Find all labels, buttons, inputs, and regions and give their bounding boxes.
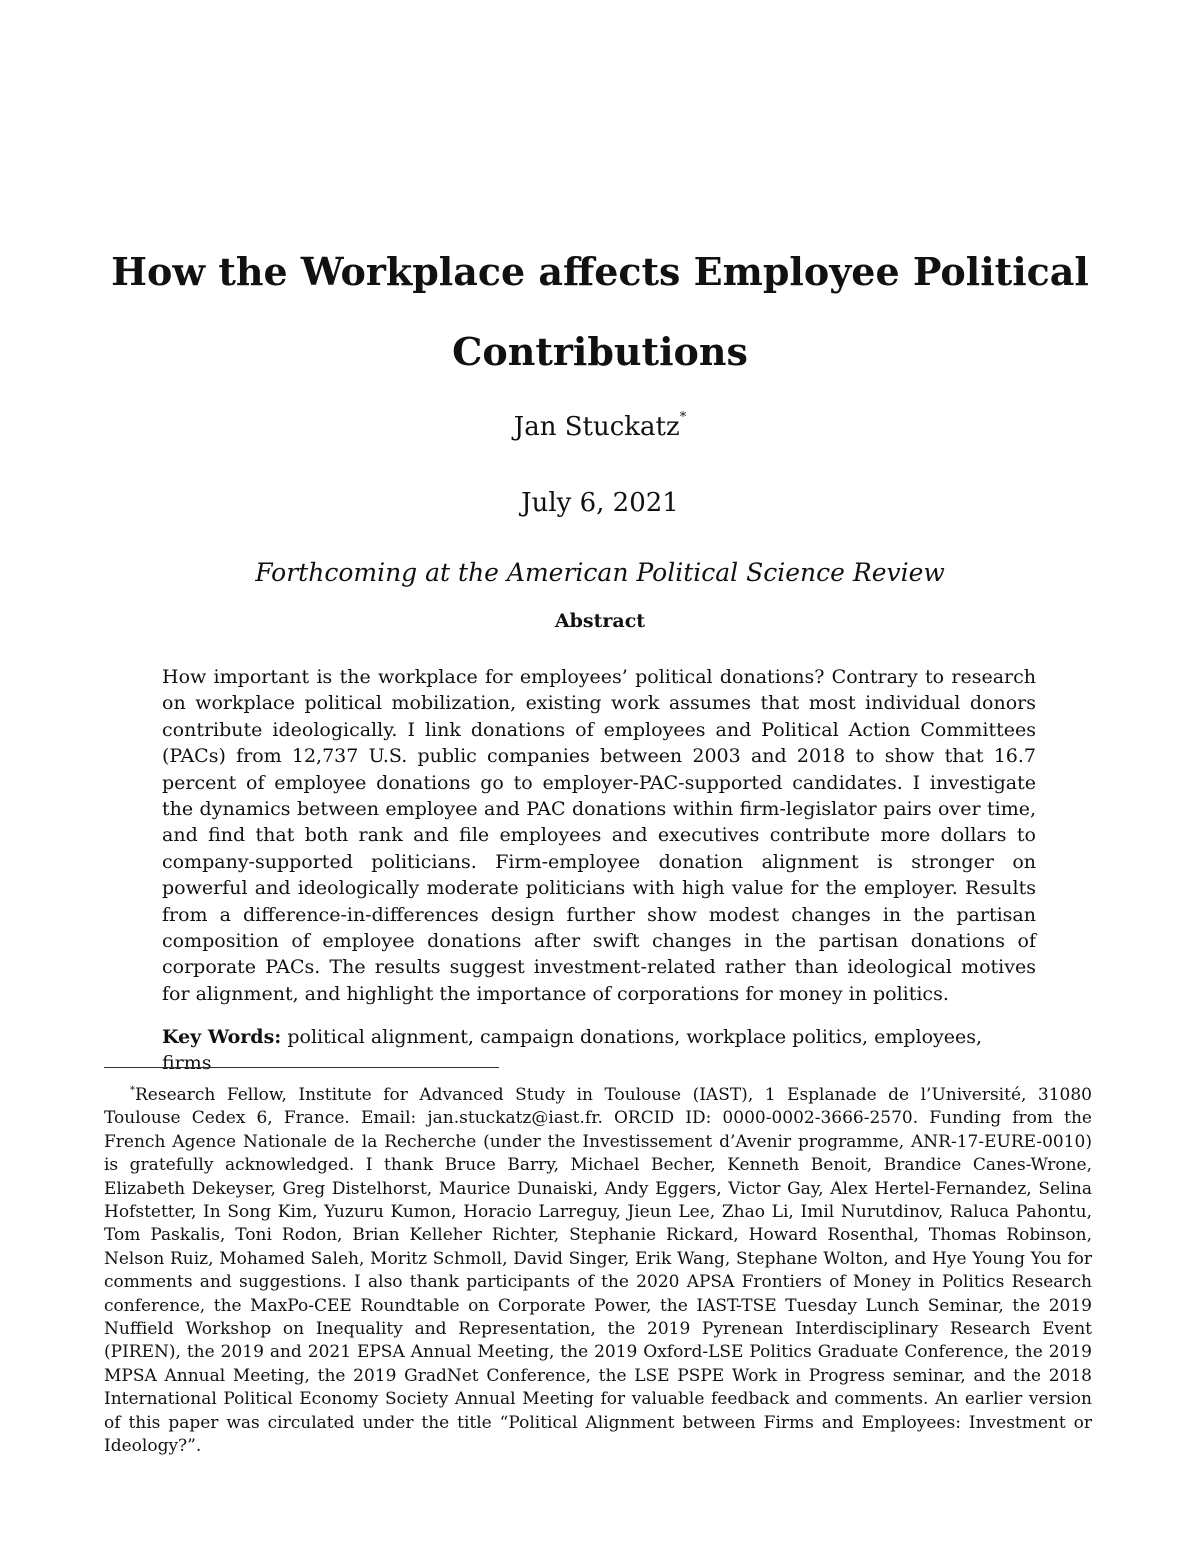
paper-date: July 6, 2021 [521,488,679,518]
abstract-text: How important is the workplace for employees’ political donations? Contrary to research on workplace political mobilization, existing work assumes that most individual donors contribute ideologically. I link donations of employees and Political Action Committees (PACs) from 12,737 U.S. public companies between 2003 and 2018 to show that 16.7 percent of employee donations go to employer-PAC-supported candidates. I investigate the dynamics between employee and PAC donations within firm-legislator pairs over time, and find that both rank and file employees and executives contribute more dollars to company-supported politicians. Firm-employee donation alignment is stronger on powerful and ideologically moderate politicians with high value for the employer. Results from a difference-in-differences design further show modest changes in the partisan composition of employee donations after swift changes in the partisan donations of corporate PACs. The results suggest investment-related rather than ideological motives for alignment, and highlight the importance of corporations for money in politics. [162,666,1036,1005]
author-name-text: Jan Stuckatz [513,412,680,442]
keywords-list: political alignment, campaign donations, workplace politics, employees, firms [162,1026,983,1074]
keywords-label: Key Words: [162,1026,282,1048]
footnote-divider [104,1067,499,1068]
footnote-text: Research Fellow, Institute for Advanced Study in Toulouse (IAST), 1 Esplanade de l’Université, 31080 Toulouse Cedex 6, France. Email: jan.stuckatz@iast.fr. ORCID ID: 0000-0002-3666-2570. Funding from the French Agence Nationale de la Recherche (under the Investissement d’Avenir programme, ANR-17-EURE-0010) is gratefully acknowledged. I thank Bruce Barry, Michael Becher, Kenneth Benoit, Brandice Canes-Wrone, Elizabeth Dekeyser, Greg Distelhorst, Maurice Dunaiski, Andy Eggers, Victor Gay, Alex Hertel-Fernandez, Selina Hofstetter, In Song Kim, Yuzuru Kumon, Horacio Larreguy, Jieun Lee, Zhao Li, Imil Nurutdinov, Raluca Pahontu, Tom Paskalis, Toni Rodon, Brian Kelleher Richter, Stephanie Rickard, Howard Rosenthal, Thomas Robinson, Nelson Ruiz, Mohamed Saleh, Moritz Schmoll, David Singer, Erik Wang, Stephane Wolton, and Hye Young You for comments and suggestions. I also thank participants of the 2020 APSA Frontiers of Money in Politics Research conference, the MaxPo-CEE Roundtable on Corporate Power, the IAST-TSE Tuesday Lunch Seminar, the 2019 Nuffield Workshop on Inequality and Representation, the 2019 Pyrenean Interdisciplinary Research Event (PIREN), the 2019 and 2021 EPSA Annual Meeting, the 2019 Oxford-LSE Politics Graduate Conference, the 2019 MPSA Annual Meeting, the 2019 GradNet Conference, the LSE PSPE Work in Progress seminar, and the 2018 International Political Economy Society Annual Meeting for valuable feedback and comments. An earlier version of this paper was circulated under the title “Political Alignment between Firms and Employees: Investment or Ideology?”. [104,1085,1092,1457]
author-footnote [104,1084,1092,1459]
paper-title: How the Workplace affects Employee Political Contributions [111,249,1089,374]
keywords [162,1024,1036,1076]
footnote-mark: * [130,1085,135,1096]
author-name [0,412,1200,442]
abstract-heading: Abstract [554,610,646,632]
author-footnote-mark[interactable]: * [679,410,687,425]
publication-venue: Forthcoming at the American Political Science Review [255,558,945,587]
